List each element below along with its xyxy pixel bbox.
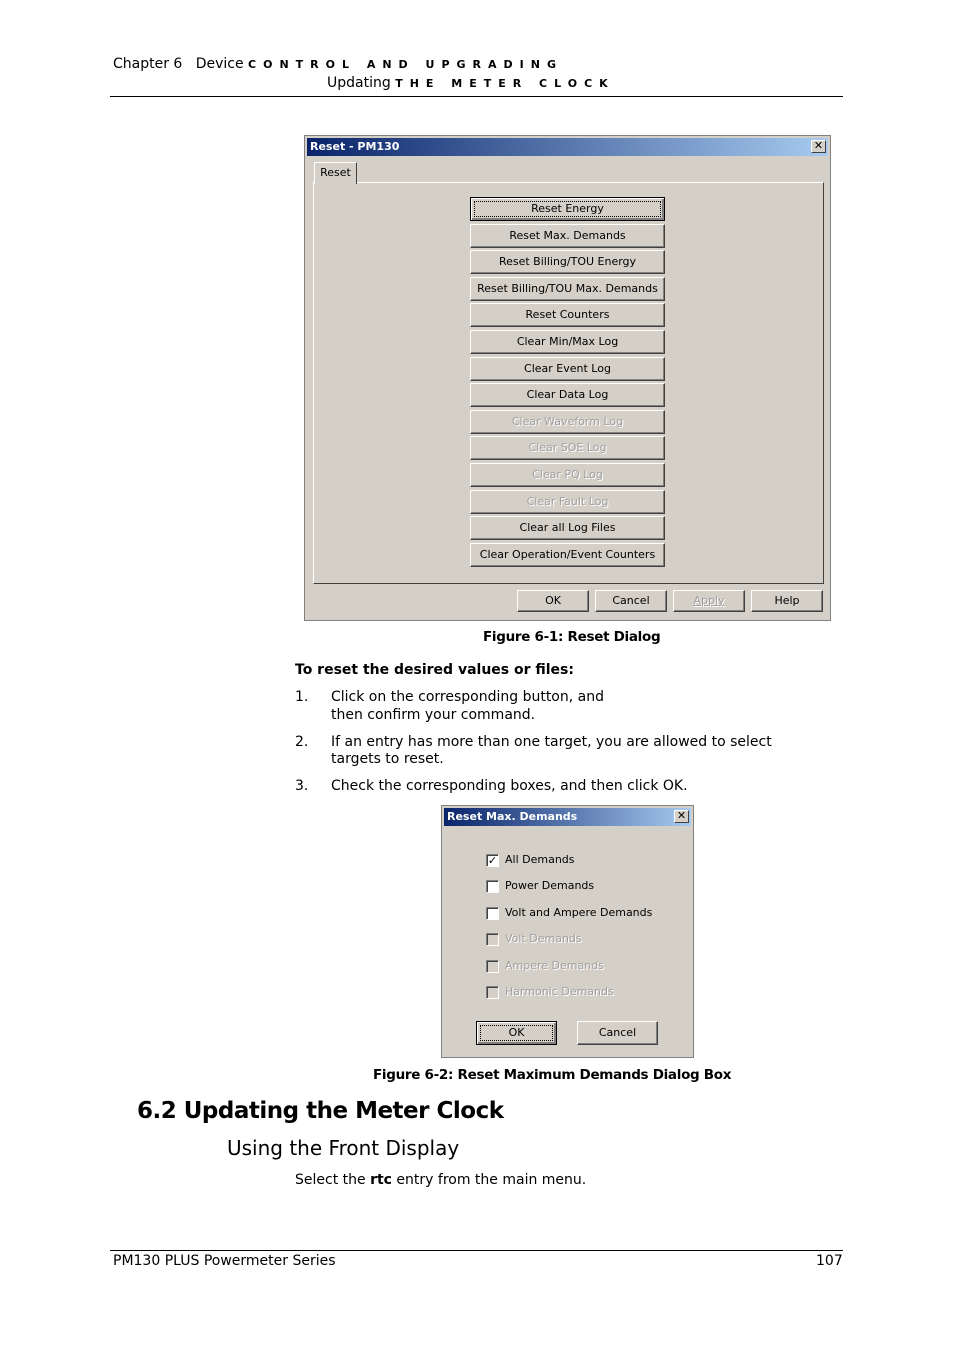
clear-all-log-files-label: Clear all Log Files (519, 521, 616, 534)
demands-dialog-titlebar (444, 808, 691, 826)
reset-dialog-title: Reset - PM130 (310, 140, 400, 153)
clear-operation-event-counters-button[interactable] (470, 543, 665, 567)
step-1-number: 1. (295, 689, 309, 705)
volt-demands-checkbox[interactable] (486, 933, 499, 946)
footer-rule (110, 1250, 843, 1251)
figure-2-caption: Figure 6-2: Reset Maximum Demands Dialog Box (373, 1067, 732, 1083)
clear-min-max-log-button[interactable] (470, 330, 665, 354)
all-demands-checkbox[interactable]: ✓ (487, 854, 498, 867)
step-1-line-1: Click on the corresponding button, and (331, 689, 604, 705)
section-heading: 6.2 Updating the Meter Clock (137, 1098, 504, 1124)
reset-billing-tou-max-demands-button[interactable] (470, 277, 665, 301)
chapter-title-rest: CONTROL AND UPGRADING (248, 58, 563, 71)
step-3-line-1: Check the corresponding boxes, and then click OK. (331, 778, 688, 794)
step-2-line-2: targets to reset. (331, 751, 444, 767)
step-2-line-1: If an entry has more than one target, you are allowed to select (331, 734, 772, 750)
reset-billing-tou-energy-label: Reset Billing/TOU Energy (498, 255, 637, 268)
close-icon[interactable]: ✕ (674, 810, 689, 823)
harmonic-demands-checkbox[interactable] (486, 986, 499, 999)
clear-min-max-log-label: Clear Min/Max Log (516, 335, 619, 348)
step-1-line-2: then confirm your command. (331, 707, 536, 723)
reset-billing-tou-energy-button[interactable] (470, 250, 665, 274)
chapter-number: Chapter 6 (113, 56, 183, 72)
volt-and-ampere-demands-label: Volt and Ampere Demands (505, 906, 653, 919)
reset-max-demands-button[interactable] (470, 224, 665, 248)
clear-event-log-button[interactable] (470, 357, 665, 381)
clear-data-log-label: Clear Data Log (526, 388, 609, 401)
reset-energy-label: Reset Energy (531, 202, 604, 215)
section-body-text (295, 1172, 586, 1188)
harmonic-demands-label: Harmonic Demands (505, 985, 614, 998)
section-title-prefix: Updating (327, 75, 391, 91)
focus-rect (480, 1025, 553, 1041)
all-demands-label: All Demands (505, 853, 575, 866)
demands-dialog-title: Reset Max. Demands (447, 810, 578, 823)
help-button[interactable]: Help (751, 590, 823, 612)
chapter-title-prefix: Device (195, 56, 244, 72)
clear-pq-log-button[interactable] (470, 463, 665, 487)
clear-fault-log-button[interactable] (470, 490, 665, 514)
clear-waveform-log-button[interactable] (470, 410, 665, 434)
ok-button-label: OK (508, 1026, 525, 1039)
section-title-rest: THE METER CLOCK (395, 77, 615, 90)
volt-and-ampere-demands-checkbox[interactable] (486, 907, 499, 920)
focus-rect (474, 201, 661, 217)
clear-soe-log-label: Clear SOE Log (528, 441, 607, 454)
step-3-number: 3. (295, 778, 309, 794)
reset-max-demands-dialog (441, 805, 694, 1058)
clear-fault-log-label: Clear Fault Log (526, 495, 609, 508)
footer-product: PM130 PLUS Powermeter Series (113, 1253, 336, 1269)
ampere-demands-checkbox[interactable] (486, 960, 499, 973)
reset-dialog-titlebar (307, 138, 828, 156)
clear-data-log-button[interactable] (470, 383, 665, 407)
step-2-number: 2. (295, 734, 309, 750)
instructions-heading: To reset the desired values or files: (295, 662, 574, 678)
close-icon[interactable]: ✕ (811, 140, 826, 153)
volt-demands-label: Volt Demands (505, 932, 582, 945)
power-demands-label: Power Demands (505, 879, 595, 892)
reset-energy-button[interactable] (470, 197, 665, 221)
cancel-button[interactable]: Cancel (595, 590, 667, 612)
body-text-before: Select the (295, 1172, 371, 1188)
footer-page-number: 107 (816, 1253, 843, 1269)
tab-reset[interactable]: Reset (314, 162, 357, 184)
ampere-demands-label: Ampere Demands (505, 959, 604, 972)
ok-button[interactable]: OK (517, 590, 589, 612)
figure-1-caption: Figure 6-1: Reset Dialog (483, 629, 661, 645)
subsection-heading: Using the Front Display (227, 1136, 460, 1160)
body-text-command: rtc (370, 1172, 392, 1188)
clear-waveform-log-label: Clear Waveform Log (511, 415, 624, 428)
reset-max-demands-label: Reset Max. Demands (509, 229, 626, 242)
body-text-after: entry from the main menu. (391, 1172, 587, 1188)
power-demands-checkbox[interactable] (486, 880, 499, 893)
reset-counters-button[interactable] (470, 303, 665, 327)
clear-event-log-label: Clear Event Log (524, 362, 611, 375)
running-header-section (327, 75, 615, 91)
clear-soe-log-button[interactable] (470, 436, 665, 460)
reset-dialog (304, 135, 831, 621)
reset-billing-tou-max-demands-label: Reset Billing/TOU Max. Demands (477, 282, 658, 295)
clear-all-log-files-button[interactable] (470, 516, 665, 540)
ok-button[interactable] (476, 1021, 557, 1045)
clear-operation-event-counters-label: Clear Operation/Event Counters (479, 548, 656, 561)
clear-pq-log-label: Clear PQ Log (532, 468, 603, 481)
running-header-chapter (113, 56, 563, 72)
apply-button[interactable]: Apply (673, 590, 745, 612)
header-rule (110, 96, 843, 97)
cancel-button[interactable]: Cancel (577, 1021, 658, 1045)
reset-counters-label: Reset Counters (525, 308, 610, 321)
